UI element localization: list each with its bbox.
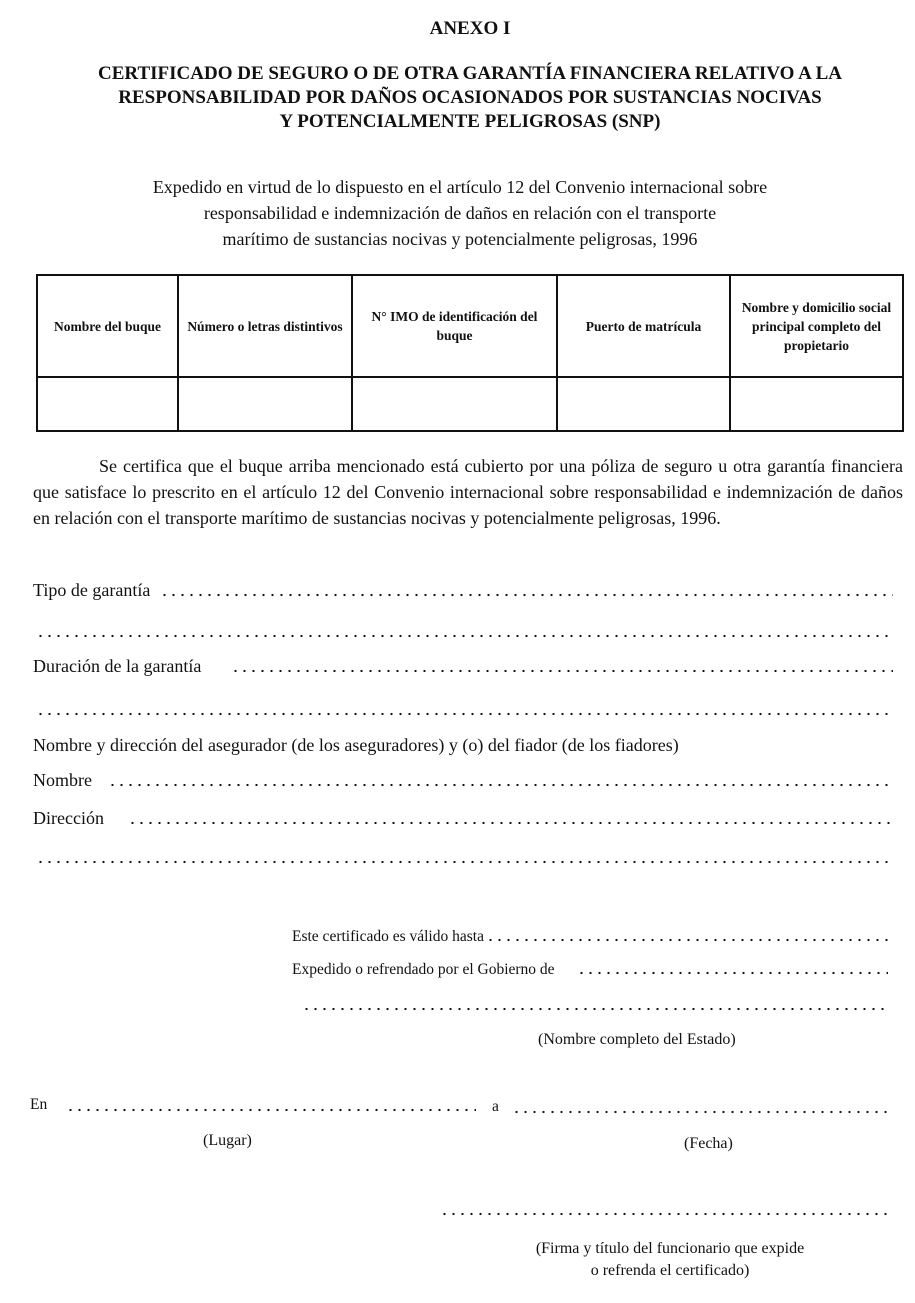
dotted-line — [231, 669, 893, 673]
guarantee-duration-label: Duración de la garantía — [33, 656, 202, 676]
distinctive-number-cell[interactable] — [178, 377, 352, 431]
dotted-line — [577, 971, 888, 975]
dotted-line[interactable] — [36, 712, 892, 716]
place-line[interactable] — [66, 1108, 476, 1112]
issued-by-label: Expedido o refrendado por el Gobierno de — [292, 961, 555, 978]
ship-name-cell[interactable] — [37, 377, 178, 431]
insurer-address-field[interactable] — [33, 808, 893, 829]
signature-caption-line: o refrenda el certificado) — [590, 1262, 750, 1279]
insurer-name-field[interactable] — [33, 770, 893, 791]
insurer-name-label: Nombre — [33, 770, 92, 790]
date-line[interactable] — [512, 1110, 890, 1114]
annex-label: ANEXO I — [429, 18, 511, 39]
port-of-registry-cell[interactable] — [557, 377, 730, 431]
subtitle-line: responsabilidad e indemnización de daños en relación con el transporte — [203, 203, 717, 223]
valid-until-field[interactable] — [292, 928, 888, 946]
date-on-label: a — [492, 1098, 499, 1115]
insurer-heading: Nombre y dirección del asegurador (de los aseguradores) y (o) del fiador (de los fiadores) — [33, 735, 679, 755]
table-row — [37, 377, 903, 431]
date-caption: (Fecha) — [684, 1135, 733, 1152]
place-at-label: En — [30, 1096, 48, 1113]
title-line: RESPONSABILIDAD POR DAÑOS OCASIONADOS POR SUSTANCIAS NOCIVAS — [118, 87, 822, 108]
signature-caption-line: (Firma y título del funcionario que expide — [535, 1240, 805, 1257]
guarantee-duration-field[interactable] — [33, 656, 893, 677]
header-port-of-registry: Puerto de matrícula — [557, 275, 730, 377]
dotted-line[interactable] — [36, 860, 892, 864]
owner-address-cell[interactable] — [730, 377, 903, 431]
guarantee-type-field[interactable] — [33, 580, 893, 601]
dotted-line — [160, 593, 893, 597]
issued-by-field[interactable] — [292, 961, 888, 979]
guarantee-type-label: Tipo de garantía — [33, 580, 151, 600]
subtitle-line: marítimo de sustancias nocivas y potencialmente peligrosas, 1996 — [222, 229, 698, 249]
dotted-line[interactable] — [302, 1007, 890, 1011]
title-line: Y POTENCIALMENTE PELIGROSAS (SNP) — [279, 111, 661, 132]
certification-text: Se certifica que el buque arriba mencionado está cubierto por una póliza de seguro u otra garantía financiera que satisface lo prescrito en el artículo 12 del Convenio internacional sobre responsabilidad e indemnización de daños en relación con el transporte marítimo de sustancias nocivas y potencialmente peligrosas, 1996. — [33, 456, 903, 528]
signature-line[interactable] — [440, 1212, 890, 1216]
valid-until-label: Este certificado es válido hasta — [292, 928, 484, 945]
header-imo-number: N° IMO de identificación del buque — [352, 275, 557, 377]
document-title — [40, 62, 900, 134]
dotted-line — [128, 821, 893, 825]
dotted-line[interactable] — [36, 634, 892, 638]
document-subtitle — [60, 174, 860, 252]
header-distinctive-number: Número o letras distintivos — [178, 275, 352, 377]
table-header-row — [37, 275, 903, 377]
certification-paragraph — [33, 453, 903, 531]
dotted-line — [486, 938, 888, 942]
title-line: CERTIFICADO DE SEGURO O DE OTRA GARANTÍA FINANCIERA RELATIVO A LA — [98, 63, 842, 84]
state-caption: (Nombre completo del Estado) — [538, 1031, 736, 1048]
dotted-line — [108, 783, 893, 787]
header-ship-name: Nombre del buque — [37, 275, 178, 377]
header-owner-address: Nombre y domicilio social principal completo del propietario — [730, 275, 903, 377]
place-caption: (Lugar) — [203, 1132, 252, 1149]
subtitle-line: Expedido en virtud de lo dispuesto en el artículo 12 del Convenio internacional sobre — [152, 177, 768, 197]
signature-caption — [470, 1238, 870, 1282]
imo-number-cell[interactable] — [352, 377, 557, 431]
ship-details-table — [36, 274, 904, 432]
insurer-address-label: Dirección — [33, 808, 104, 828]
